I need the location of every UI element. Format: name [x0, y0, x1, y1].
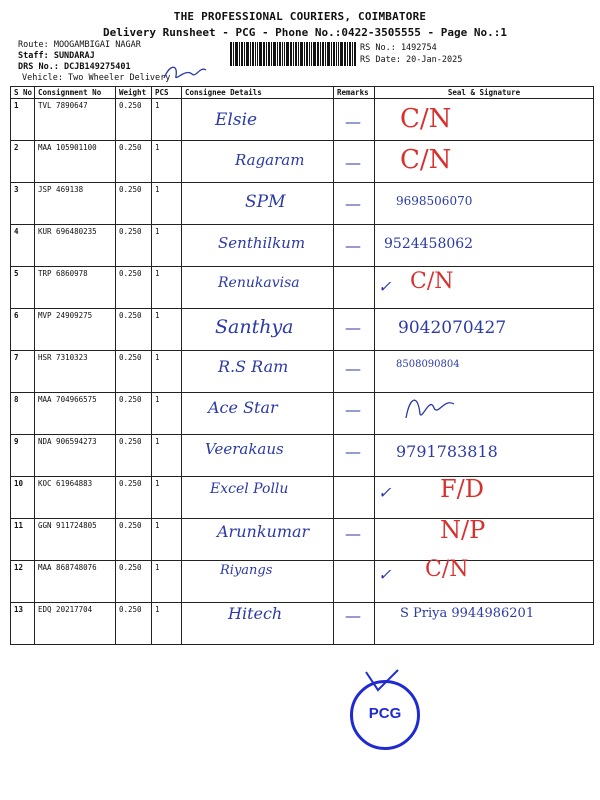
remark-mark: — [345, 524, 361, 543]
row-sno: 11 [11, 519, 35, 561]
row-sno: 7 [11, 351, 35, 393]
column-header: Consignment No [35, 87, 116, 99]
handwritten-seal-signature: N/P [440, 516, 486, 544]
row-consignment-no: KOC 61964883 [35, 477, 116, 519]
handwritten-consignee-name: Senthilkum [218, 233, 306, 252]
remark-mark: — [345, 318, 361, 337]
runsheet-table [10, 86, 594, 645]
remark-mark: — [345, 606, 361, 626]
row-pcs: 1 [152, 225, 182, 267]
row-sno: 5 [11, 267, 35, 309]
handwritten-seal-signature: F/D [440, 474, 484, 503]
handwritten-consignee-name: Ace Star [208, 398, 278, 418]
row-seal-cell [375, 351, 594, 393]
column-header: Remarks [334, 87, 375, 99]
row-consignment-no: TVL 7890647 [35, 99, 116, 141]
row-pcs: 1 [152, 561, 182, 603]
row-consignment-no: NDA 906594273 [35, 435, 116, 477]
row-seal-cell [375, 561, 594, 603]
row-seal-cell [375, 474, 594, 519]
table-header-row [11, 87, 594, 99]
table-row [11, 435, 594, 477]
row-pcs: 1 [152, 309, 182, 351]
table-row [11, 477, 594, 519]
vehicle-label: Vehicle: Two Wheeler Delivery [22, 73, 171, 83]
row-weight: 0.250 [116, 435, 152, 477]
remark-mark: — [345, 235, 361, 255]
handwritten-seal-signature: S Priya 9944986201 [400, 606, 535, 622]
column-header: PCS [152, 87, 182, 99]
handwritten-seal-signature: 9698506070 [396, 194, 473, 209]
row-weight: 0.250 [116, 603, 152, 645]
handwritten-consignee-name: Ragaram [235, 151, 305, 170]
row-sno: 8 [11, 393, 35, 435]
route-label: Route: MOOGAMBIGAI NAGAR [18, 40, 141, 50]
handwritten-consignee-name: Santhya [215, 316, 294, 338]
row-sno: 9 [11, 435, 35, 477]
row-weight: 0.250 [116, 225, 152, 267]
row-remarks-cell [334, 477, 375, 519]
row-weight: 0.250 [116, 141, 152, 183]
row-consignment-no: MVP 24909275 [35, 309, 116, 351]
row-consignment-no: GGN 911724805 [35, 519, 116, 561]
row-sno: 6 [11, 309, 35, 351]
handwritten-seal-signature: C/N [400, 145, 452, 176]
handwritten-consignee-name: Elsie [215, 110, 258, 130]
row-sno: 3 [11, 183, 35, 225]
row-seal-cell [375, 267, 594, 309]
handwritten-seal-signature: 9791783818 [396, 441, 498, 461]
handwritten-consignee-name: Renukavisa [218, 274, 300, 291]
stamp-tick-mark [362, 668, 402, 696]
row-weight: 0.250 [116, 519, 152, 561]
row-consignment-no: MAA 105901100 [35, 141, 116, 183]
row-consignment-no: EDQ 20217704 [35, 603, 116, 645]
row-pcs: 1 [152, 393, 182, 435]
table-row [11, 393, 594, 435]
rs-date: RS Date: 20-Jan-2025 [360, 55, 463, 65]
row-consignment-no: JSP 469138 [35, 183, 116, 225]
handwritten-consignee-name: Arunkumar [217, 522, 310, 541]
remark-mark: — [345, 112, 361, 131]
barcode [230, 42, 356, 66]
handwritten-consignee-name: Hitech [228, 604, 283, 624]
handwritten-seal-signature: 9042070427 [398, 318, 507, 338]
row-sno: 12 [11, 561, 35, 603]
row-weight: 0.250 [116, 99, 152, 141]
remark-mark: ✓ [378, 276, 392, 296]
row-weight: 0.250 [116, 393, 152, 435]
row-pcs: 1 [152, 141, 182, 183]
row-pcs: 1 [152, 99, 182, 141]
staff-label: Staff: SUNDARAJ [18, 51, 95, 61]
row-remarks-cell [334, 561, 375, 603]
row-consignment-no: MAA 704966575 [35, 393, 116, 435]
handwritten-seal-signature: C/N [410, 268, 454, 294]
column-header: Consignee Details [182, 87, 334, 99]
row-weight: 0.250 [116, 351, 152, 393]
row-pcs: 1 [152, 477, 182, 519]
row-sno: 10 [11, 477, 35, 519]
row-pcs: 1 [152, 267, 182, 309]
stamp-text: PCG [368, 705, 402, 722]
column-header: Weight [116, 87, 152, 99]
row-weight: 0.250 [116, 183, 152, 225]
row-pcs: 1 [152, 435, 182, 477]
table-row [11, 561, 594, 603]
remark-mark: — [345, 194, 361, 214]
handwritten-seal-signature: C/N [425, 557, 469, 583]
handwritten-consignee-name: Veerakaus [205, 439, 284, 458]
row-weight: 0.250 [116, 267, 152, 309]
row-consignment-no: KUR 696480235 [35, 225, 116, 267]
remark-mark: — [345, 441, 361, 461]
row-consignment-no: TRP 6860978 [35, 267, 116, 309]
row-weight: 0.250 [116, 477, 152, 519]
handwritten-seal-signature: C/N [400, 104, 452, 134]
row-sno: 1 [11, 99, 35, 141]
handwritten-consignee-name: R.S Ram [218, 357, 289, 377]
table-row [11, 183, 594, 225]
handwritten-initials [160, 60, 210, 86]
row-consignment-no: HSR 7310323 [35, 351, 116, 393]
document-title: THE PROFESSIONAL COURIERS, COIMBATORE [173, 10, 427, 23]
remark-mark: — [345, 359, 361, 379]
row-weight: 0.250 [116, 309, 152, 351]
handwritten-seal-signature: 9524458062 [384, 235, 474, 252]
table-row [11, 267, 594, 309]
row-consignment-no: MAA 868748076 [35, 561, 116, 603]
remark-mark: — [345, 400, 361, 420]
table-row [11, 99, 594, 141]
drs-label: DRS No.: DCJB149275401 [18, 62, 131, 72]
row-sno: 4 [11, 225, 35, 267]
rs-number: RS No.: 1492754 [360, 43, 437, 53]
row-sno: 13 [11, 603, 35, 645]
row-remarks-cell [334, 267, 375, 309]
row-weight: 0.250 [116, 561, 152, 603]
runsheet-subtitle: Delivery Runsheet - PCG - Phone No.:0422-3505555 - Page No.:1 [103, 26, 507, 39]
handwritten-consignee-name: Riyangs [220, 563, 273, 579]
handwritten-consignee-name: Excel Pollu [210, 480, 289, 497]
row-pcs: 1 [152, 519, 182, 561]
signature-scribble [400, 390, 460, 424]
remark-mark: — [345, 153, 361, 173]
row-pcs: 1 [152, 603, 182, 645]
remark-mark: ✓ [378, 565, 392, 585]
table-row [11, 351, 594, 393]
row-pcs: 1 [152, 351, 182, 393]
handwritten-consignee-name: SPM [245, 192, 286, 213]
column-header: Seal & Signature [375, 87, 594, 99]
remark-mark: ✓ [378, 482, 392, 502]
row-sno: 2 [11, 141, 35, 183]
row-pcs: 1 [152, 183, 182, 225]
row-consignee-cell [182, 99, 334, 141]
column-header: S No [11, 87, 35, 99]
handwritten-seal-signature: 8508090804 [396, 359, 460, 371]
